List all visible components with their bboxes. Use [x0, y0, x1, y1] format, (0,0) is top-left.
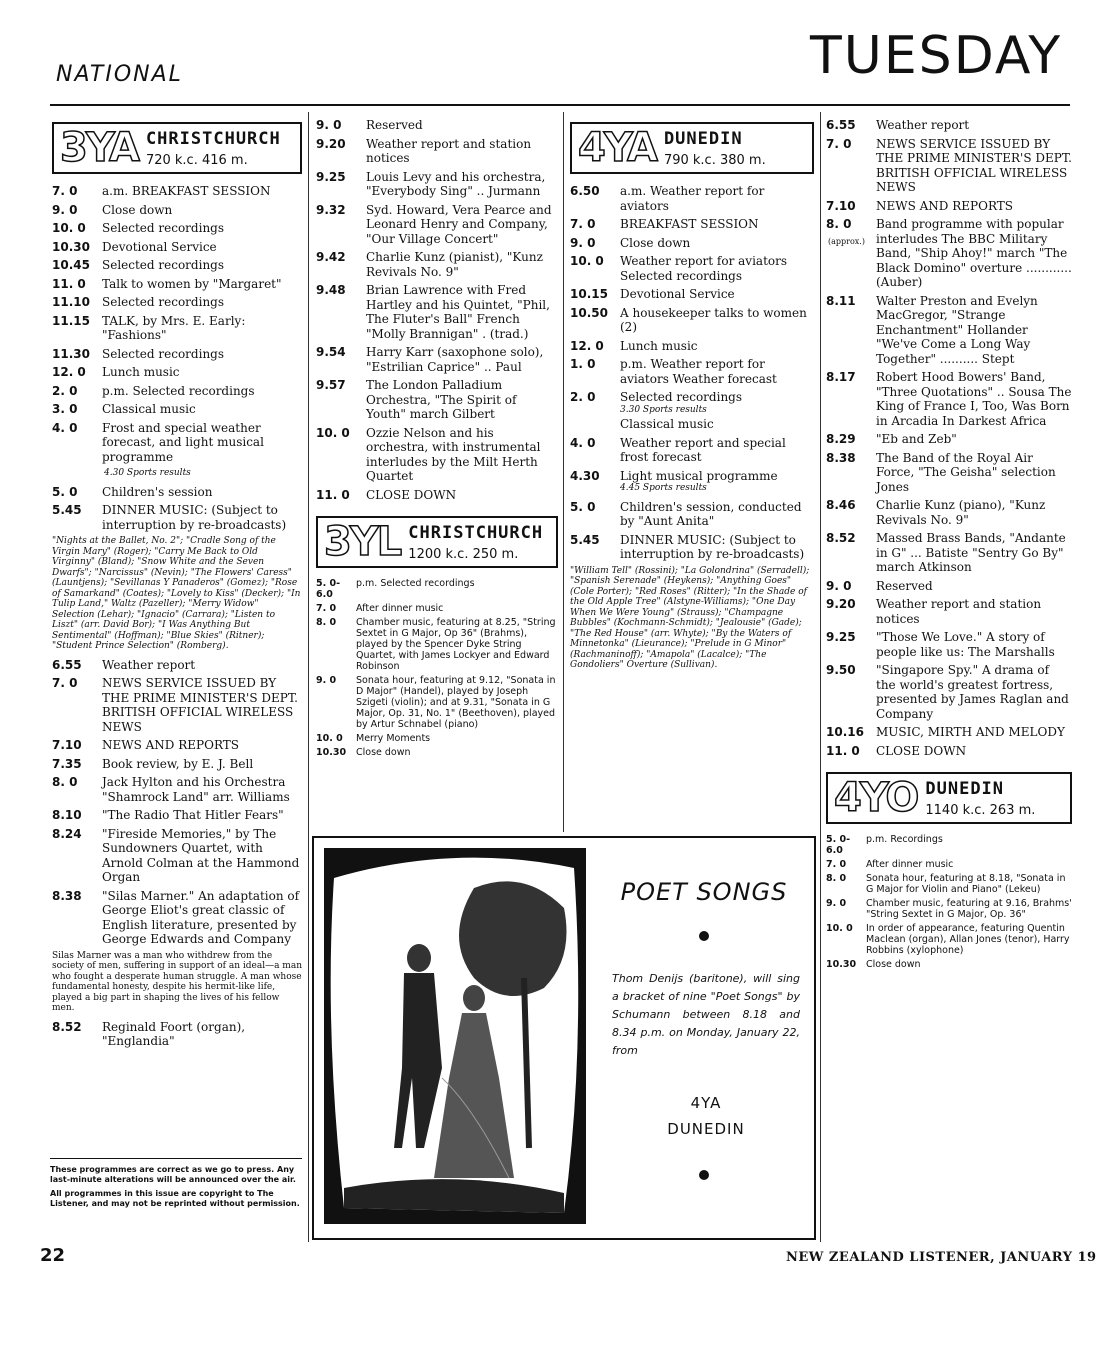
entry-time: 10.15 [570, 287, 608, 301]
schedule-entry [316, 426, 558, 484]
schedule-entry [826, 744, 1072, 759]
schedule-list [570, 436, 814, 484]
entry-time: 9. 0 [316, 675, 337, 686]
classical-music: Classical music [620, 417, 714, 431]
schedule-entry [570, 436, 814, 465]
entry-time: 8.38 [826, 450, 856, 465]
schedule-list [52, 658, 302, 947]
entry-time: 4.30 [570, 468, 600, 483]
entry-description: Selected recordings [102, 221, 225, 235]
schedule-entry [52, 384, 302, 399]
sports-note: 4.45 Sports results [620, 483, 707, 493]
entry-time: 8. 0 [826, 217, 852, 231]
entry-time: 9.48 [316, 283, 346, 297]
entry-time: 11.15 [52, 313, 90, 328]
entry-time: 11. 0 [52, 276, 86, 291]
schedule-entry [570, 500, 814, 529]
schedule-entry [570, 217, 814, 232]
entry-time: 6.55 [826, 118, 856, 132]
entry-description: Weather report for aviators Selected recordings [620, 254, 788, 283]
disclaimer [50, 1158, 302, 1209]
schedule-entry [52, 757, 302, 772]
entry-time: 8.10 [52, 808, 82, 822]
entry-description: NEWS SERVICE ISSUED BY THE PRIME MINISTER'S DEPT. BRITISH OFFICIAL WIRELESS NEWS [876, 136, 1072, 194]
schedule-entry [316, 617, 558, 672]
entry-time: 10. 0 [316, 733, 343, 744]
schedule-entry [316, 137, 558, 166]
schedule-entry [316, 283, 558, 341]
small-schedule-list [316, 578, 558, 758]
entry-description: Devotional Service [620, 287, 735, 301]
entry-time: 8.17 [826, 370, 856, 384]
schedule-list [826, 118, 1072, 758]
schedule-entry [826, 597, 1072, 626]
schedule-entry [316, 747, 558, 758]
entry-time: 11. 0 [316, 487, 350, 502]
dinner-music-note: "Nights at the Ballet, No. 2"; "Cradle Song of the Virgin Mary" (Roger); "Carry Me Back to Old Virginny" (Bland); "Snow White and the Seven Dwarfs"; "Narcissus" (Nevin); "The Flowers' Caress" (Launtjens); "Sevillanas Y Panaderos" (Gomez); "Rose of Samarkand" (Coates); "Lovely to Kiss" (Decker); "In Tulip Land," Waltz (Pazeller); "Merry Widow" Selection (Lehar); "Ignacio" (Carrara); "Listen to Liszt" (arr. David Bor); "I Was Anything But Sentimental" (Hoffman); "Blue Skies" (Ritner); "Student Prince Selection" (Romberg). [52, 536, 301, 651]
entry-description: Sonata hour, featuring at 8.18, "Sonata in G Major for Violin and Piano" (Lekeu) [866, 873, 1066, 895]
schedule-entry [570, 306, 814, 335]
entry-description: NEWS AND REPORTS [876, 198, 1013, 213]
schedule-entry [52, 738, 302, 753]
entry-time: 2. 0 [52, 383, 78, 398]
entry-description: DINNER MUSIC: (Subject to interruption by re-broadcasts) [102, 503, 287, 532]
entry-time: 7. 0 [570, 217, 596, 231]
entry-time: 2. 0 [570, 390, 596, 404]
entry-description: Charlie Kunz (pianist), "Kunz Revivals No. 9" [366, 250, 543, 279]
entry-description: Chamber music, featuring at 9.16, Brahms' "String Sextet in G Major, Op. 36" [866, 898, 1072, 920]
sports-note: 3.30 Sports results [620, 404, 707, 415]
station-logo: 4YA [578, 125, 656, 171]
schedule-entry [52, 277, 302, 292]
schedule-entry [316, 675, 558, 730]
entry-time: 9. 0 [570, 235, 596, 250]
station-city: CHRISTCHURCH [145, 128, 281, 149]
station-frequency: 1140 k.c. 263 m. [925, 802, 1036, 818]
schedule-entry [52, 184, 302, 199]
entry-time: 5. 0 [570, 499, 596, 514]
entry-time: 8.52 [826, 531, 856, 545]
entry-description: NEWS SERVICE ISSUED BY THE PRIME MINISTER'S DEPT. BRITISH OFFICIAL WIRELESS NEWS [102, 676, 298, 734]
entry-description: Lunch music [102, 365, 180, 379]
entry-time: 8.29 [826, 432, 856, 446]
schedule-entry [570, 254, 814, 283]
entry-time: 8.52 [52, 1019, 82, 1034]
entry-time: 11.10 [52, 295, 90, 309]
entry-description: Syd. Howard, Vera Pearce and Leonard Henry and Company, "Our Village Concert" [366, 202, 552, 246]
column-divider [820, 112, 821, 1242]
entry-time: 10.45 [52, 258, 90, 272]
entry-time: 9. 0 [316, 118, 342, 132]
entry-time: 8.11 [826, 293, 856, 308]
entry-time: 10. 0 [316, 425, 350, 440]
entry-time: 5. 0-6.0 [826, 834, 851, 856]
entry-time: 10.50 [570, 305, 608, 320]
entry-time: 3. 0 [52, 402, 78, 416]
entry-description: BREAKFAST SESSION [620, 217, 759, 231]
entry-time: 10. 0 [570, 254, 604, 268]
schedule-entry [52, 827, 302, 885]
schedule-entry [826, 630, 1072, 659]
entry-description: Selected recordings [102, 258, 225, 272]
entry-time: 10.16 [826, 725, 864, 739]
page-number: 22 [40, 1245, 66, 1266]
entry-time: 9.20 [826, 597, 856, 611]
schedule-list [52, 485, 302, 533]
entry-time: 11.30 [52, 346, 90, 361]
station-frequency: 720 k.c. 416 m. [145, 152, 248, 168]
entry-description: CLOSE DOWN [366, 487, 457, 502]
silas-marner-note: Silas Marner was a man who withdrew from the society of men, suffering in support of an ideal—a man who fought a desperate human struggle. A man whose fundamental honesty, despite his hermit-like life, played a big part in shaping the lives of his fellow men. [52, 950, 303, 1013]
entry-time: 5.45 [570, 532, 600, 547]
schedule-entry [826, 199, 1072, 214]
schedule-entry [316, 733, 558, 744]
entry-time: 9.42 [316, 250, 346, 264]
entry-description: Chamber music, featuring at 8.25, "String Sextet in G Major, Op 36" (Brahms), played by the Spencer Dyke String Quartet, with James Lockyer and Edward Robinson [356, 617, 556, 672]
entry-description: CLOSE DOWN [876, 743, 967, 758]
entry-time: 9.32 [316, 202, 346, 217]
schedule-entry [316, 378, 558, 422]
schedule-entry [826, 898, 1072, 920]
sports-note: 4.30 Sports results [104, 468, 191, 478]
schedule-entry [52, 365, 302, 380]
disclaimer-text: These programmes are correct as we go to press. Any last-minute alterations will be announced over the air. [50, 1165, 296, 1184]
entry-description: p.m. Recordings [866, 834, 943, 845]
schedule-entry [570, 357, 814, 386]
schedule-entry [52, 402, 302, 417]
schedule-entry [52, 314, 302, 343]
entry-description: "Eb and Zeb" [876, 432, 957, 446]
entry-description: MUSIC, MIRTH AND MELODY [876, 725, 1065, 739]
entry-description: Children's session, conducted by "Aunt Anita" [620, 499, 802, 528]
entry-time: 9.54 [316, 345, 346, 359]
entry-time: 7. 0 [826, 859, 847, 870]
schedule-entry [316, 578, 558, 600]
column-4ya [570, 118, 814, 677]
schedule-entry [570, 184, 814, 213]
schedule-list [570, 500, 814, 562]
entry-description: Charlie Kunz (piano), "Kunz Revivals No. 9" [876, 498, 1046, 527]
schedule-entry [826, 118, 1072, 133]
entry-time: 9. 0 [826, 578, 852, 593]
schedule-entry [52, 658, 302, 673]
entry-time: 8. 0 [316, 617, 337, 628]
entry-description: The London Palladium Orchestra, "The Spirit of Youth" march Gilbert [366, 378, 517, 421]
entry-description: After dinner music [356, 603, 444, 614]
schedule-entry [316, 488, 558, 503]
entry-description: Light musical programme [620, 468, 778, 483]
schedule-entry [316, 203, 558, 247]
entry-time: 7. 0 [826, 136, 852, 151]
entry-description: Book review, by E. J. Bell [102, 756, 254, 771]
poet-songs-text: Thom Denijs (baritone), will sing a bracket of nine "Poet Songs" by Schumann between 8.18 and 8.34 p.m. on Monday, January 22, from [612, 972, 800, 1057]
entry-description: NEWS AND REPORTS [102, 738, 239, 752]
entry-time: 5. 0 [52, 484, 78, 499]
entry-description: Brian Lawrence with Fred Hartley and his Quintet, "Phil, The Fluter's Ball" French "Molly Brannigan" . (trad.) [366, 283, 550, 341]
schedule-entry [826, 137, 1072, 195]
schedule-list [52, 184, 302, 464]
poet-songs-feature [312, 836, 816, 1240]
entry-description: Weather report [876, 118, 970, 132]
entry-description: "Singapore Spy." A drama of the world's greatest fortress, presented by James Raglan and Company [876, 663, 1069, 721]
entry-description: Selected recordings [620, 390, 743, 404]
schedule-entry [570, 469, 814, 484]
entry-description: Reserved [876, 578, 933, 593]
entry-description: Merry Moments [356, 733, 431, 744]
schedule-entry [52, 775, 302, 804]
schedule-entry [52, 347, 302, 362]
entry-description: Close down [620, 235, 691, 250]
station-banner-3ya [52, 122, 302, 174]
schedule-list [570, 184, 814, 405]
day-title: TUESDAY [810, 26, 1063, 86]
illustration-couple [324, 848, 586, 1224]
entry-description: Reginald Foort (organ), "Englandia" [102, 1019, 246, 1048]
schedule-entry [826, 725, 1072, 740]
entry-description: Close down [356, 747, 411, 758]
schedule-entry [52, 485, 302, 500]
entry-time: 7. 0 [316, 603, 337, 614]
magazine-footer: NEW ZEALAND LISTENER, JANUARY 19 [786, 1250, 1097, 1265]
schedule-entry [316, 118, 558, 133]
schedule-entry [52, 808, 302, 823]
station-city: DUNEDIN [925, 778, 1005, 799]
schedule-entry [826, 498, 1072, 527]
schedule-list [52, 1020, 302, 1049]
entry-time: 4. 0 [52, 420, 78, 435]
entry-time: 7. 0 [52, 676, 78, 690]
entry-time: 8.38 [52, 888, 82, 903]
schedule-entry [52, 203, 302, 218]
column-divider [563, 112, 564, 832]
approx-note: (approx.) [828, 237, 865, 246]
entry-time: 9.20 [316, 136, 346, 151]
entry-time: 7. 0 [52, 184, 78, 198]
entry-description: Jack Hylton and his Orchestra "Shamrock Land" arr. Williams [102, 775, 290, 804]
entry-description: Reserved [366, 118, 423, 132]
entry-description: In order of appearance, featuring Quentin Maclean (organ), Allan Jones (tenor), Harry Robbins (xylophone) [866, 923, 1070, 956]
schedule-entry [52, 676, 302, 734]
entry-description: Sonata hour, featuring at 9.12, "Sonata in D Major" (Handel), played by Joseph Szigeti (violin); and at 9.31, "Sonata in G Major, Op. 31, No. 1" (Beethoven), played by Artur Schnabel (piano) [356, 675, 556, 730]
entry-description: p.m. Weather report for aviators Weather forecast [620, 357, 777, 386]
entry-description: A housekeeper talks to women (2) [620, 305, 807, 334]
entry-time: 5.45 [52, 503, 82, 517]
entry-description: "The Radio That Hitler Fears" [102, 808, 284, 822]
entry-description: Ozzie Nelson and his orchestra, with instrumental interludes by the Milt Herth Quartet [366, 425, 541, 483]
entry-time: 10. 0 [826, 923, 853, 934]
station-frequency: 790 k.c. 380 m. [663, 152, 766, 168]
schedule-entry [52, 295, 302, 310]
schedule-entry [826, 370, 1072, 428]
header-rule [50, 104, 1070, 106]
column-3ya [52, 118, 302, 1053]
entry-description: Children's session [102, 484, 213, 499]
entry-time: 7.10 [826, 198, 856, 213]
schedule-entry [826, 959, 1072, 970]
schedule-entry [826, 531, 1072, 575]
bullet-dot [699, 1170, 709, 1180]
entry-time: 9.50 [826, 663, 856, 677]
dinner-music-note: "William Tell" (Rossini); "La Golondrina" (Serradell); "Spanish Serenade" (Heykens); "Anything Goes" (Cole Porter); "Red Roses" (Ritter); "In the Shade of the Old Apple Tree" (Alstyne-Williams); "One Day When We Were Young" (Strauss); "Champagne Bubbles" (Kochmann-Schmidt); "Jealousie" (Gade); "The Red House" (arr. Whyte); "By the Waters of Minnetonka" (Lieurance); "Prelude in G Minor" (Rachmaninoff); "Amapola" (Lacalce); "The Gondoliers" Overture (Sullivan). [570, 565, 810, 670]
schedule-entry [52, 503, 302, 532]
schedule-entry [52, 221, 302, 236]
schedule-entry [826, 579, 1072, 594]
schedule-entry [570, 236, 814, 251]
entry-description: Harry Karr (saxophone solo), "Estrilian Caprice" .. Paul [366, 345, 544, 374]
schedule-entry [52, 1020, 302, 1049]
schedule-entry [826, 217, 1072, 290]
schedule-entry [826, 873, 1072, 895]
schedule-entry [316, 603, 558, 614]
entry-description: After dinner music [866, 859, 954, 870]
station-logo: 3YA [60, 125, 138, 171]
entry-description: Classical music [102, 402, 196, 416]
entry-description: p.m. Selected recordings [102, 383, 255, 398]
copyright-text: All programmes in this issue are copyright to The Listener, and may not be reprinted without permission. [50, 1189, 300, 1208]
entry-description: p.m. Selected recordings [356, 578, 475, 589]
station-logo: 4YO [834, 775, 918, 821]
entry-description: Weather report and station notices [876, 597, 1042, 626]
entry-time: 9.25 [316, 169, 346, 184]
entry-description: Weather report and special frost forecast [620, 435, 786, 464]
schedule-entry [570, 390, 814, 405]
station-banner-4ya [570, 122, 814, 174]
schedule-entry [570, 287, 814, 302]
entry-time: 10.30 [316, 747, 347, 758]
entry-time: 8.24 [52, 826, 82, 841]
entry-description: Talk to women by "Margaret" [102, 276, 282, 291]
entry-time: 9.25 [826, 630, 856, 644]
entry-description: Devotional Service [102, 239, 217, 254]
schedule-entry [826, 834, 1072, 856]
entry-time: 10. 0 [52, 221, 86, 235]
entry-time: 10.30 [826, 959, 857, 970]
entry-time: 8. 0 [826, 873, 847, 884]
entry-description: a.m. Weather report for aviators [620, 184, 765, 213]
station-city: CHRISTCHURCH [408, 522, 544, 543]
bullet-dot [699, 931, 709, 941]
entry-description: Robert Hood Bowers' Band, "Three Quotations" .. Sousa The King of France I, Too, Was Born in Arcadia In Darkest Africa [876, 370, 1072, 428]
entry-time: 4. 0 [570, 435, 596, 450]
small-schedule-list [826, 834, 1072, 970]
entry-time: 6.50 [570, 184, 600, 198]
entry-time: 6.55 [52, 657, 82, 672]
schedule-entry [826, 432, 1072, 447]
station-city: DUNEDIN [663, 128, 743, 149]
station-banner-3yl [316, 516, 558, 568]
schedule-entry [52, 421, 302, 465]
entry-time: 12. 0 [52, 365, 86, 379]
entry-description: Walter Preston and Evelyn MacGregor, "Strange Enchantment" Hollander "We've Come a Long Way Together" .......... Stept [876, 293, 1038, 366]
entry-description: DINNER MUSIC: (Subject to interruption by re-broadcasts) [620, 532, 805, 561]
entry-time: 5. 0-6.0 [316, 578, 341, 600]
schedule-entry [826, 663, 1072, 721]
schedule-entry [826, 294, 1072, 367]
entry-time: 7.35 [52, 756, 82, 771]
entry-time: 10.30 [52, 239, 90, 254]
station-logo: 3YL [324, 519, 401, 565]
entry-time: 12. 0 [570, 338, 604, 353]
column-divider [308, 112, 309, 1242]
entry-time: 8. 0 [52, 775, 78, 789]
poet-songs-title: POET SONGS [620, 878, 788, 906]
entry-description: Selected recordings [102, 295, 225, 309]
entry-description: Louis Levy and his orchestra, "Everybody Sing" .. Jurmann [366, 169, 546, 198]
poet-station-city: DUNEDIN [667, 1120, 745, 1138]
entry-description: TALK, by Mrs. E. Early: "Fashions" [102, 313, 246, 342]
entry-description: a.m. BREAKFAST SESSION [102, 184, 271, 198]
entry-description: "Silas Marner." An adaptation of George Eliot's great classic of English literature, presented by George Edwards and Company [102, 888, 300, 946]
schedule-entry [52, 240, 302, 255]
schedule-entry [52, 889, 302, 947]
entry-description: Selected recordings [102, 346, 225, 361]
entry-time: 9. 0 [52, 202, 78, 217]
schedule-entry [826, 923, 1072, 956]
schedule-entry [826, 859, 1072, 870]
entry-description: Massed Brass Bands, "Andante in G" ... Batiste "Sentry Go By" march Atkinson [876, 531, 1066, 574]
entry-description: Close down [866, 959, 921, 970]
entry-description: Frost and special weather forecast, and light musical programme [102, 420, 264, 464]
schedule-entry [316, 345, 558, 374]
schedule-list [316, 118, 558, 502]
entry-time: 9. 0 [826, 898, 847, 909]
entry-description: The Band of the Royal Air Force, "The Geisha" selection Jones [876, 450, 1056, 494]
station-banner-4yo [826, 772, 1072, 824]
section-label: NATIONAL [56, 62, 183, 87]
schedule-entry [52, 258, 302, 273]
entry-description: "Fireside Memories," by The Sundowners Quartet, with Arnold Colman at the Hammond Organ [102, 826, 300, 884]
poet-station-code: 4YA [690, 1094, 722, 1112]
entry-time: 9.57 [316, 378, 346, 392]
schedule-entry [570, 533, 814, 562]
entry-time: 8.46 [826, 498, 856, 512]
schedule-entry [316, 250, 558, 279]
schedule-entry [570, 339, 814, 354]
entry-description: "Those We Love." A story of people like us: The Marshalls [876, 630, 1055, 659]
entry-time: 11. 0 [826, 743, 860, 758]
entry-time: 1. 0 [570, 357, 596, 371]
schedule-entry [316, 170, 558, 199]
entry-time: 7.10 [52, 738, 82, 752]
column-3ya-cont [316, 118, 558, 761]
entry-description: Weather report [102, 657, 196, 672]
entry-description: Band programme with popular interludes The BBC Military Band, "Ship Ahoy!" march "The Black Domino" overture ............ (Auber) [876, 217, 1072, 289]
station-frequency: 1200 k.c. 250 m. [408, 546, 519, 562]
schedule-entry [826, 451, 1072, 495]
entry-description: Weather report and station notices [366, 136, 532, 165]
entry-description: Close down [102, 202, 173, 217]
entry-description: Lunch music [620, 338, 698, 353]
